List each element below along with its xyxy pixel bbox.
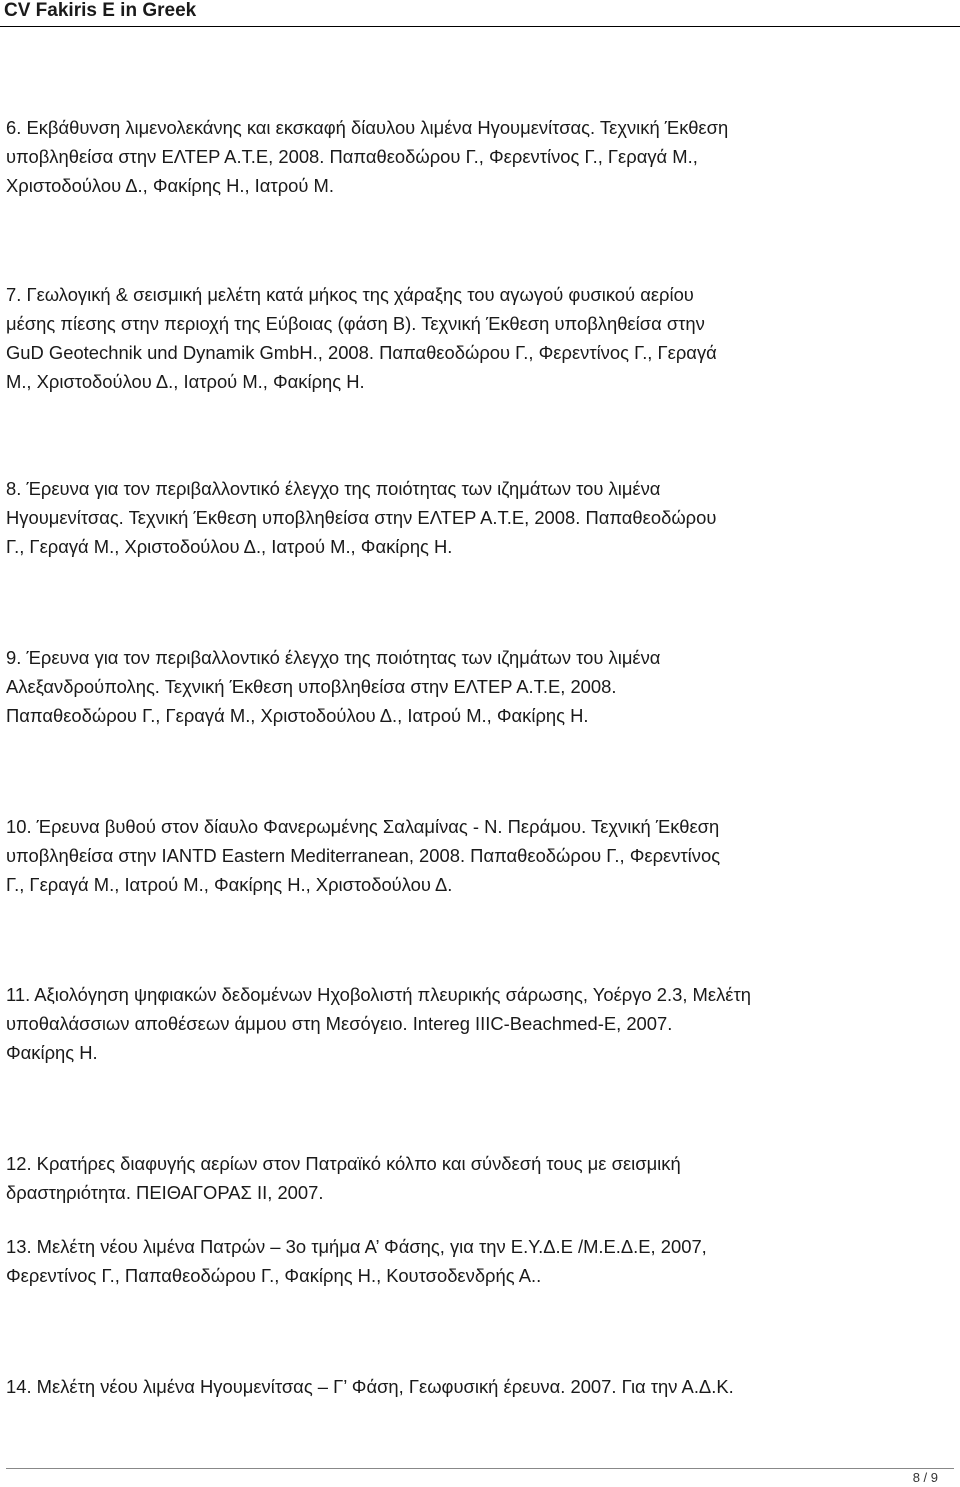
publication-entry — [6, 1232, 936, 1290]
entry-line: Γ., Γεραγά Μ., Χριστοδούλου Δ., Ιατρού Μ., Φακίρης Η. — [6, 536, 453, 557]
footer-divider — [6, 1468, 954, 1469]
entry-line: Φακίρης Η. — [6, 1042, 98, 1063]
entry-line: μέσης πίεσης στην περιοχή της Εύβοιας (φάση Β). Τεχνική Έκθεση υποβληθείσα στην — [6, 313, 705, 334]
entry-line: Αλεξανδρούπολης. Τεχνική Έκθεση υποβληθείσα στην ΕΛΤΕΡ Α.Τ.Ε, 2008. — [6, 676, 617, 697]
publication-entry — [6, 980, 936, 1067]
entry-line: Χριστοδούλου Δ., Φακίρης Η., Ιατρού Μ. — [6, 175, 334, 196]
entry-line: 12. Κρατήρες διαφυγής αερίων στον Πατραϊκό κόλπο και σύνδεσή τους με σεισμική — [6, 1153, 681, 1174]
entry-line: Γ., Γεραγά Μ., Ιατρού Μ., Φακίρης Η., Χριστοδούλου Δ. — [6, 874, 453, 895]
entry-line: 9. Έρευνα για τον περιβαλλοντικό έλεγχο της ποιότητας των ιζημάτων του λιμένα — [6, 647, 661, 668]
publication-entry — [6, 1149, 936, 1207]
entry-line: 13. Μελέτη νέου λιμένα Πατρών – 3ο τμήμα Α’ Φάσης, για την Ε.Υ.Δ.Ε /Μ.Ε.Δ.Ε, 2007, — [6, 1236, 707, 1257]
entry-line: Ηγουμενίτσας. Τεχνική Έκθεση υποβληθείσα στην ΕΛΤΕΡ Α.Τ.Ε, 2008. Παπαθεοδώρου — [6, 507, 717, 528]
publication-entry — [6, 113, 936, 200]
page-title: CV Fakiris E in Greek — [4, 0, 197, 21]
entry-line: 7. Γεωλογική & σεισμική μελέτη κατά μήκος της χάραξης του αγωγού φυσικού αερίου — [6, 284, 694, 305]
entry-line: 10. Έρευνα βυθού στον δίαυλο Φανερωμένης Σαλαμίνας - Ν. Περάμου. Τεχνική Έκθεση — [6, 816, 720, 837]
publication-entry — [6, 280, 936, 396]
publication-entry — [6, 812, 936, 899]
entry-line: υποβληθείσα στην IANTD Eastern Mediterranean, 2008. Παπαθεοδώρου Γ., Φερεντίνος — [6, 845, 721, 866]
page-number: 8 / 9 — [912, 1470, 938, 1485]
entry-line: Φερεντίνος Γ., Παπαθεοδώρου Γ., Φακίρης Η., Κουτσοδενδρής Α.. — [6, 1265, 542, 1286]
entry-line: υποθαλάσσιων αποθέσεων άμμου στη Μεσόγειο. Intereg IIIC-Beachmed-E, 2007. — [6, 1013, 673, 1034]
entry-line: δραστηριότητα. ΠΕΙΘΑΓΟΡΑΣ ΙΙ, 2007. — [6, 1182, 324, 1203]
entry-line: 6. Εκβάθυνση λιμενολεκάνης και εκσκαφή δίαυλου λιμένα Ηγουμενίτσας. Τεχνική Έκθεση — [6, 117, 729, 138]
publication-entry — [6, 643, 936, 730]
entry-line: Παπαθεοδώρου Γ., Γεραγά Μ., Χριστοδούλου Δ., Ιατρού Μ., Φακίρης Η. — [6, 705, 589, 726]
entry-line: 8. Έρευνα για τον περιβαλλοντικό έλεγχο της ποιότητας των ιζημάτων του λιμένα — [6, 478, 661, 499]
entry-line: GuD Geotechnik und Dynamik GmbH., 2008. Παπαθεοδώρου Γ., Φερεντίνος Γ., Γεραγά — [6, 342, 717, 363]
publication-entry — [6, 474, 936, 561]
entry-line: υποβληθείσα στην ΕΛΤΕΡ Α.Τ.Ε, 2008. Παπαθεοδώρου Γ., Φερεντίνος Γ., Γεραγά Μ., — [6, 146, 698, 167]
entry-line: Μ., Χριστοδούλου Δ., Ιατρού Μ., Φακίρης Η. — [6, 371, 365, 392]
publication-entry — [6, 1372, 936, 1401]
entry-line: 11. Αξιολόγηση ψηφιακών δεδομένων Ηχοβολιστή πλευρικής σάρωσης, Υοέργο 2.3, Μελέτη — [6, 984, 751, 1005]
header-divider — [0, 26, 960, 27]
entry-line: 14. Μελέτη νέου λιμένα Ηγουμενίτσας – Γ’ Φάση, Γεωφυσική έρευνα. 2007. Για την Α.Δ.Κ. — [6, 1376, 734, 1397]
